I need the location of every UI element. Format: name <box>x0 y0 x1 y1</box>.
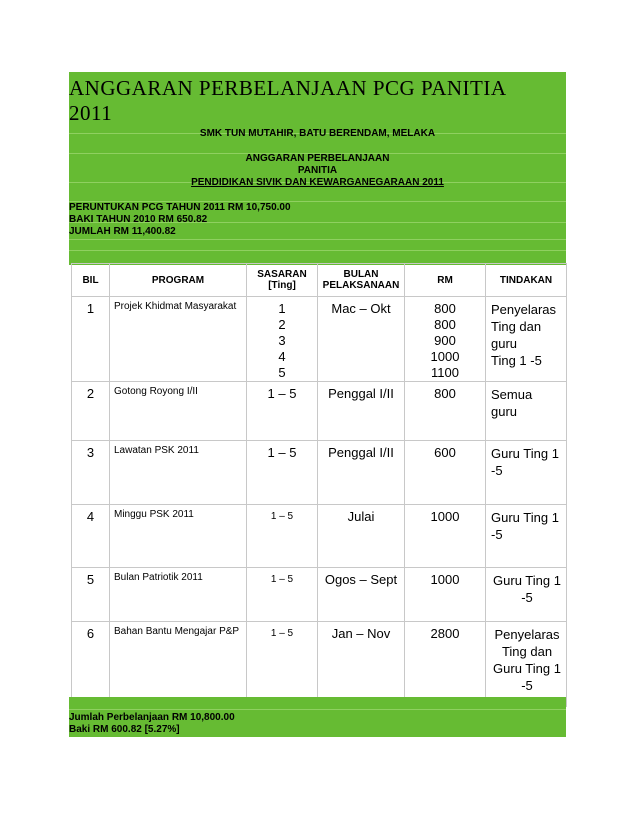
col-header-bulan-line1: BULAN <box>343 269 379 280</box>
table-row <box>72 297 567 382</box>
col-header-bulan <box>318 264 405 297</box>
rm-value: 800 <box>434 317 456 332</box>
tindakan-line: -5 <box>491 463 503 478</box>
tindakan-line: Guru Ting 1 <box>491 446 559 461</box>
col-header-bulan-line2: PELAKSANAAN <box>322 280 400 291</box>
tindakan-line: -5 <box>491 527 503 542</box>
cell-bulan: Jan – Nov <box>318 622 405 707</box>
table-row <box>72 505 567 568</box>
col-header-sasaran <box>247 264 318 297</box>
cell-tindakan <box>486 622 567 707</box>
subtitle-subject: PENDIDIKAN SIVIK DAN KEWARGANEGARAAN 2011 <box>191 177 444 188</box>
rm-value: 1100 <box>431 365 459 380</box>
table-row <box>72 382 567 441</box>
table-row <box>72 568 567 622</box>
cell-rm: 1000 <box>405 568 486 622</box>
cell-tindakan <box>486 382 567 441</box>
cell-rm: 1000 <box>405 505 486 568</box>
tindakan-line: Guru Ting 1 <box>493 661 561 676</box>
cell-bil: 1 <box>72 297 110 382</box>
cell-sasaran: 1 – 5 <box>247 622 318 707</box>
col-header-bil: BIL <box>72 264 110 297</box>
subtitle-budget: ANGGARAN PERBELANJAAN <box>245 153 390 164</box>
cell-bil: 4 <box>72 505 110 568</box>
tindakan-line: Guru Ting 1 <box>493 573 561 588</box>
cell-bil: 3 <box>72 441 110 505</box>
col-header-sasaran-line2: [Ting] <box>268 280 296 291</box>
tindakan-line: Ting dan <box>491 319 542 334</box>
cell-bulan: Julai <box>318 505 405 568</box>
cell-bulan: Penggal I/II <box>318 441 405 505</box>
rm-value: 1000 <box>430 349 460 364</box>
tindakan-line: -5 <box>521 678 533 693</box>
cell-bulan: Penggal I/II <box>318 382 405 441</box>
sasaran-value: 2 <box>278 317 286 332</box>
cell-program: Bulan Patriotik 2011 <box>110 568 247 622</box>
school-name: SMK TUN MUTAHIR, BATU BERENDAM, MELAKA <box>199 128 436 139</box>
cell-tindakan <box>486 441 567 505</box>
tindakan-line: Penyelaras <box>491 302 557 317</box>
footer-band <box>69 697 566 737</box>
col-header-tindakan: TINDAKAN <box>486 264 567 297</box>
table-header-row <box>72 264 567 297</box>
cell-rm <box>405 297 486 382</box>
allocation-line: PERUNTUKAN PCG TAHUN 2011 RM 10,750.00 <box>69 202 291 213</box>
title-line-2: 2011 <box>69 101 113 125</box>
cell-sasaran: 1 – 5 <box>247 505 318 568</box>
rm-value: 900 <box>434 333 456 348</box>
cell-bulan: Mac – Okt <box>318 297 405 382</box>
tindakan-line: guru <box>491 336 518 351</box>
col-header-rm: RM <box>405 264 486 297</box>
cell-bulan: Ogos – Sept <box>318 568 405 622</box>
cell-program: Gotong Royong I/II <box>110 382 247 441</box>
cell-tindakan <box>486 297 567 382</box>
sasaran-value: 3 <box>278 333 286 348</box>
subtitle-panel: PANITIA <box>297 165 338 176</box>
cell-program: Projek Khidmat Masyarakat <box>110 297 247 382</box>
cell-bil: 6 <box>72 622 110 707</box>
tindakan-line: guru <box>491 404 518 419</box>
cell-bil: 2 <box>72 382 110 441</box>
table-row <box>72 441 567 505</box>
cell-sasaran: 1 – 5 <box>247 568 318 622</box>
header-band <box>69 72 566 265</box>
table-row <box>72 622 567 707</box>
page-title <box>69 76 566 126</box>
cell-program: Lawatan PSK 2011 <box>110 441 247 505</box>
sasaran-value: 4 <box>278 349 286 364</box>
balance-line: BAKI TAHUN 2010 RM 650.82 <box>69 214 208 225</box>
cell-rm: 2800 <box>405 622 486 707</box>
sasaran-value: 5 <box>278 365 286 380</box>
tindakan-line: Semua <box>491 387 533 402</box>
cell-program: Bahan Bantu Mengajar P&P <box>110 622 247 707</box>
title-line-1: ANGGARAN PERBELANJAAN PCG PANITIA <box>69 76 507 100</box>
cell-sasaran: 1 – 5 <box>247 441 318 505</box>
cell-sasaran <box>247 297 318 382</box>
cell-sasaran: 1 – 5 <box>247 382 318 441</box>
col-header-program: PROGRAM <box>110 264 247 297</box>
total-line: JUMLAH RM 11,400.82 <box>69 226 176 237</box>
budget-table <box>71 263 567 707</box>
cell-rm: 600 <box>405 441 486 505</box>
rm-value: 800 <box>434 301 456 316</box>
cell-bil: 5 <box>72 568 110 622</box>
total-spent: Jumlah Perbelanjaan RM 10,800.00 <box>69 712 235 723</box>
cell-program: Minggu PSK 2011 <box>110 505 247 568</box>
tindakan-line: Guru Ting 1 <box>491 510 559 525</box>
cell-tindakan <box>486 505 567 568</box>
tindakan-line: -5 <box>521 590 533 605</box>
col-header-sasaran-line1: SASARAN <box>257 269 307 280</box>
tindakan-line: Penyelaras <box>494 627 560 642</box>
tindakan-line: Ting dan <box>501 644 553 659</box>
sasaran-value: 1 <box>278 301 286 316</box>
cell-rm: 800 <box>405 382 486 441</box>
remaining-balance: Baki RM 600.82 [5.27%] <box>69 724 180 735</box>
tindakan-line: Ting 1 -5 <box>491 353 542 368</box>
cell-tindakan <box>486 568 567 622</box>
